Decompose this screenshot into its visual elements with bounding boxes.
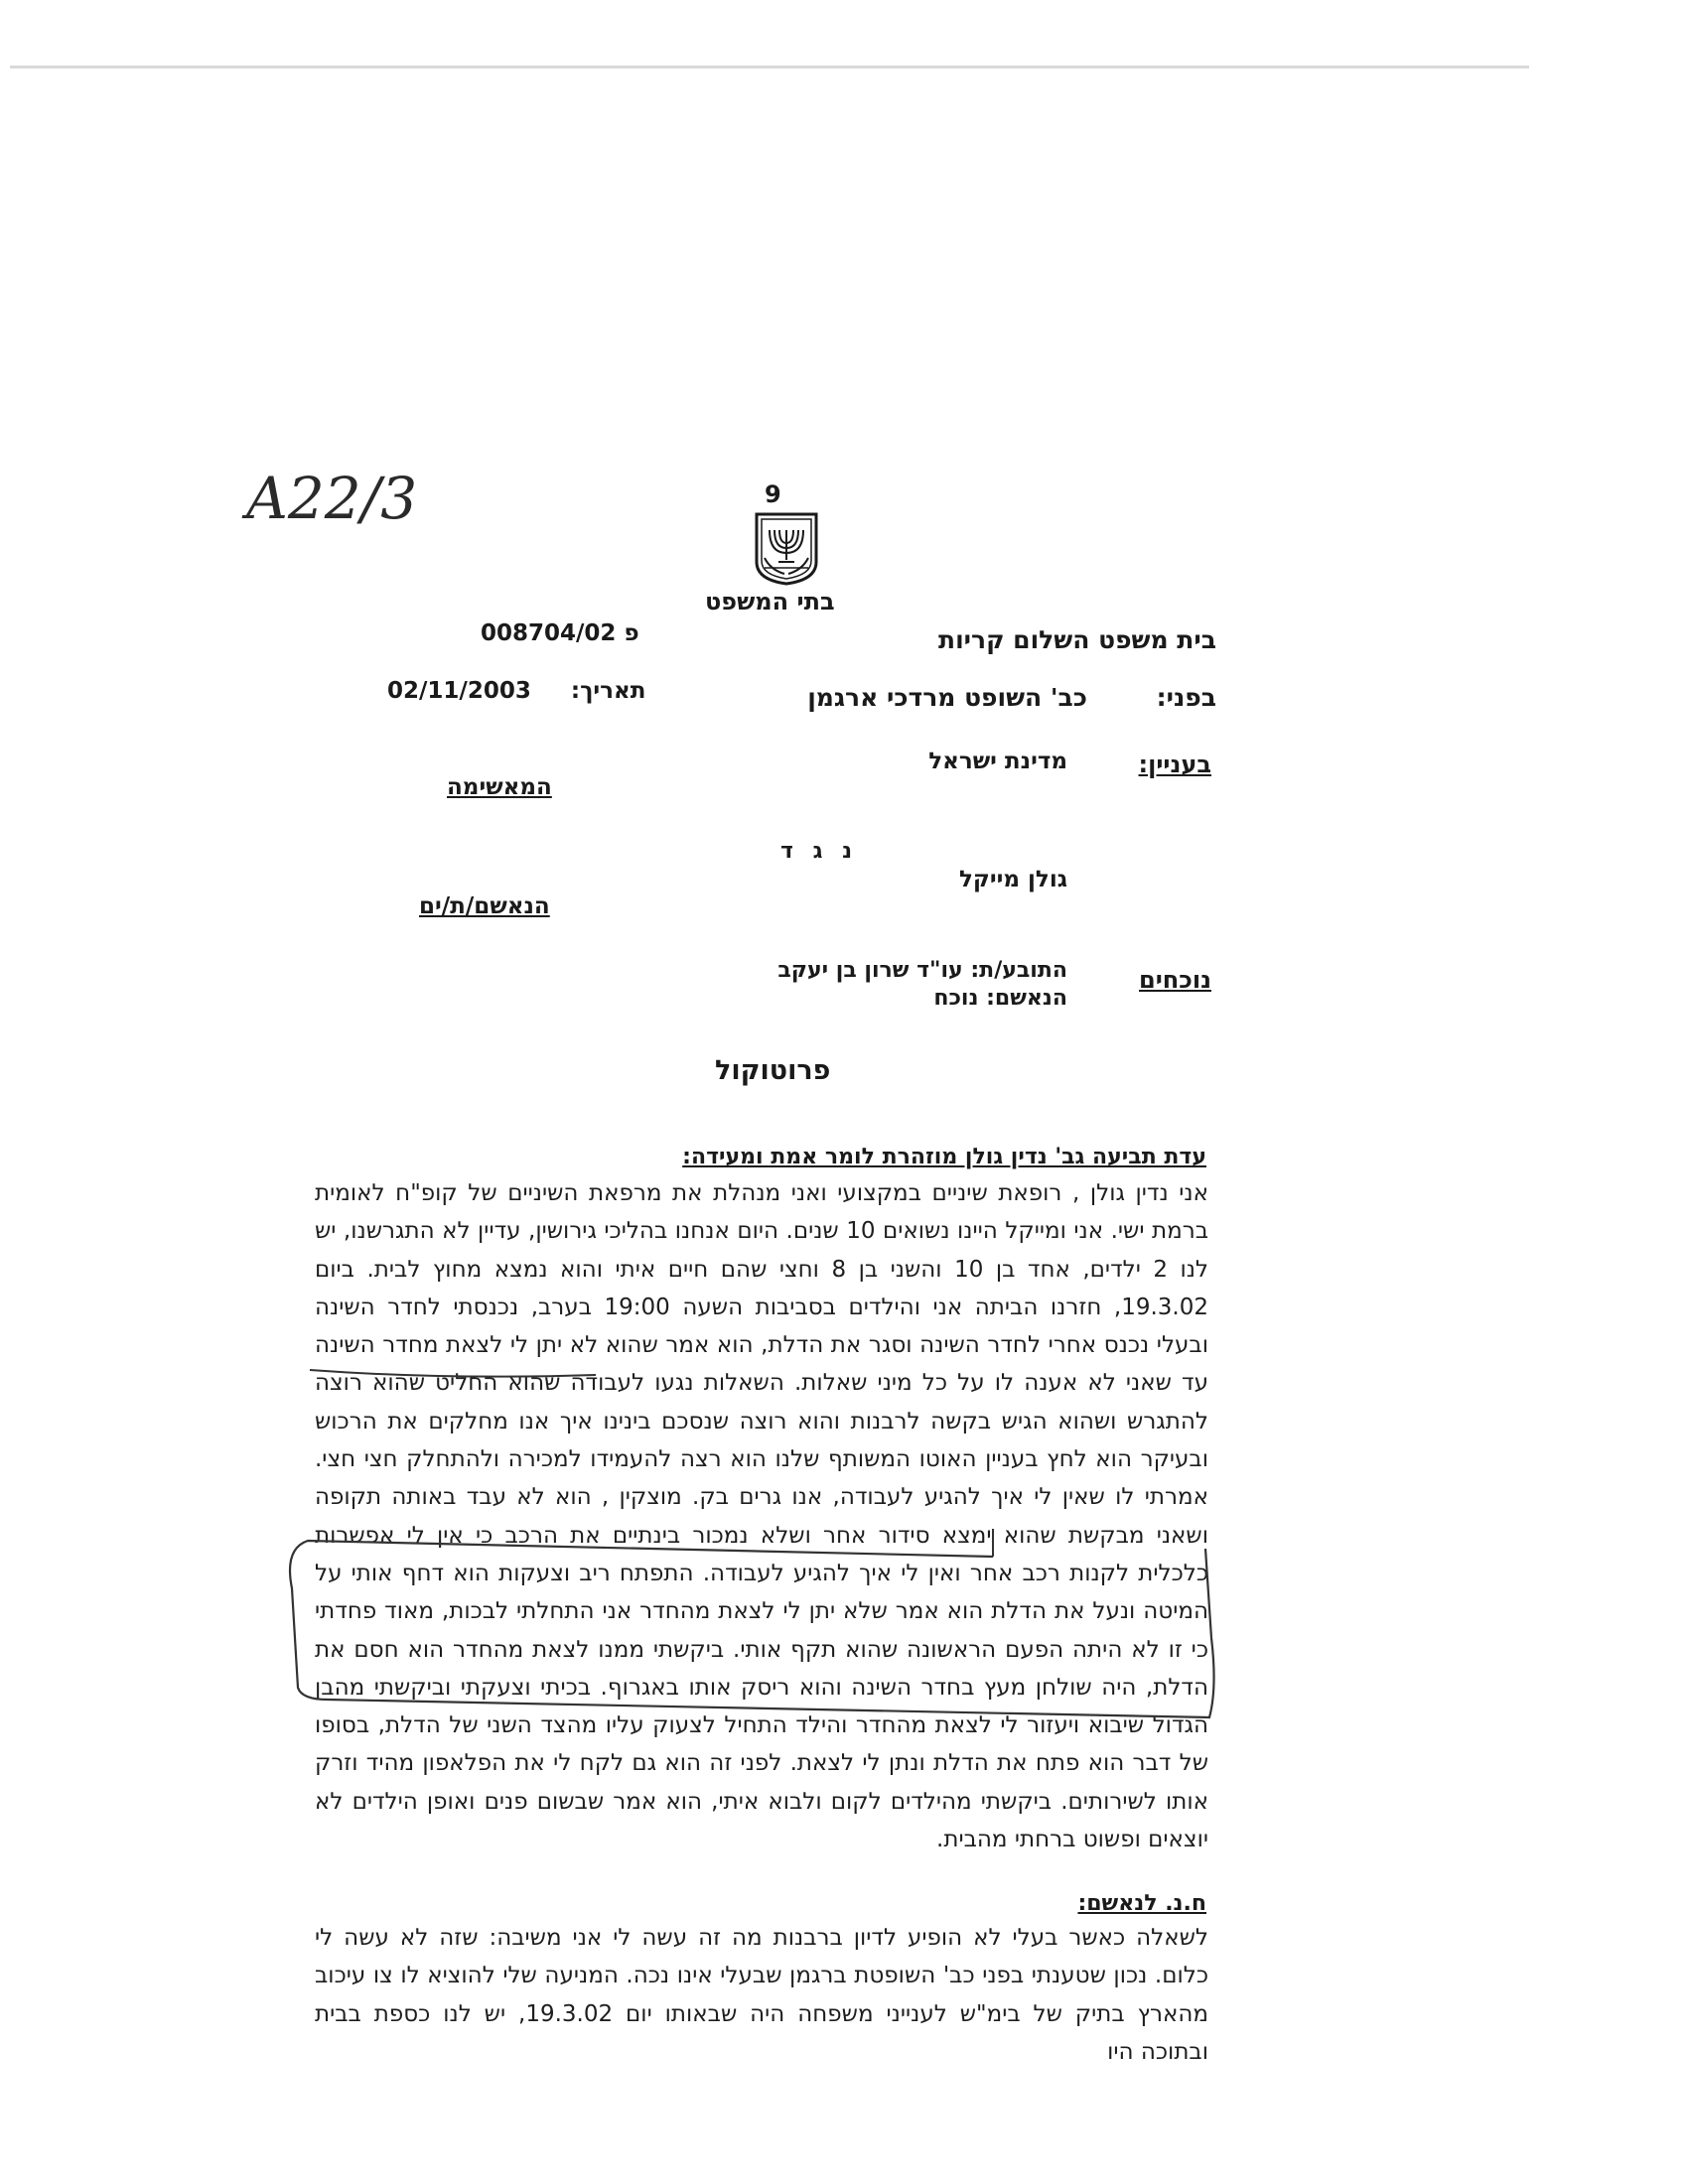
case-number: פ 008704/02 [481,620,639,646]
defendant-role: הנאשם/ת/ים [419,893,550,919]
present-prosecutor: התובע/ת: עו"ד שרון בן יעקב [777,958,1067,983]
testimony-heading: עדת תביעה גב' נדין גולן מוזהרת לומר אמת ומעידה: [682,1145,1206,1169]
cross-examination-heading: ח.נ. לנאשם: [1077,1891,1206,1916]
cross-examination-paragraph: לשאלה כאשר בעלי לא הופיע לדיון ברבנות מה זה עשה לי אני משיבה: שזה לא עשה לי כלום. נכון שטענתי בפני כב' השופטת ברגמן שבעלי אינו נכה. המניעה שלי להוציא לו צו עיכוב מהארץ בתיק של בימ"ש לענייני משפחה היה שבאותו יום 19.3.02, יש לנו כספת בבית ובתוכה היו [315,1925,1209,2065]
document-title: פרוטוקול [715,1055,831,1086]
testimony-paragraph: אני נדין גולן , רופאת שיניים במקצועי ואני מנהלת את מרפאת השיניים של קופ"ח לאומית ברמת ישי. אני ומייקל היינו נשואים 10 שנים. היום אנחנו בהליכי גירושין, עדיין לא התגרשנו, יש לנו 2 ילדים, אחד בן 10 והשני בן 8 וחצי שהם חיים איתי והוא נמצא מחוץ לבית. ביום 19.3.02, חזרנו הביתה אני והילדים בסביבות השעה 19:00 בערב, נכנסתי לחדר השינה ובעלי נכנס אחרי לחדר השינה וסגר את הדלת, הוא אמר שהוא לא יתן לי לצאת מחדר השינה עד שאני לא אענה לו על כל מיני שאלות. השאלות נגעו לעבודה שהוא החליט שהוא רוצה להתגרש ושהוא הגיש בקשה לרבנות והוא רוצה שנסכם בינינו איך אנו מחלקים את הרכוש ובעיקר הוא לחץ בעניין האוטו המשותף שלנו הוא רצה להעמידו למכירה ולהתחלק חצי חצי. אמרתי לו שאין לי איך להגיע לעבודה, אנו גרים בק. מוצקין , הוא לא עבד באותה תקופה ושאני מבקשת שהוא ימצא סידור אחר ושלא נמכור בינתיים את הרכב כי אין לי אפשרות כלכלית לקנות רכב אחר ואין לי איך להגיע לעבודה. התפתח ריב וצעקות הוא דחף אותי על המיטה ונעל את הדלת הוא אמר שלא יתן לי לצאת מהחדר אני התחלתי לבכות, מאוד פחדתי כי זו לא היתה הפעם הראשונה שהוא תקף אותי. ביקשתי ממנו לצאת מהחדר הוא חסם את הדלת, היה שולחן מעץ בחדר השינה והוא ריסק אותו באגרוף. בכיתי וצעקתי וביקשתי מהבן הגדול שיבוא ויעזור לי לצאת מהחדר והילד התחיל לצעוק עליו מהצד השני של הדלת, בסופו של דבר הוא פתח את הדלת ונתן לי לצאת. לפני זה הוא גם לקח לי את הפלאפון מהיד וזרק אותו לשירותים. ביקשתי מהילדים לקום ולבוא איתי, הוא אמר שבשום פנים ואופן הילדים לא יוצאים ופשוט ברחתי מהבית. [315,1180,1209,1853]
menorah-emblem-icon [751,510,822,590]
judge-label: בפני: [1156,683,1216,712]
judge-name: כב' השופט מרדכי ארגמן [807,683,1087,712]
judge-line [807,683,1216,712]
scan-top-edge-line [10,66,1529,68]
plaintiff-label: בעניין: [1138,751,1211,778]
versus-label: נ ג ד [780,839,859,864]
date-label: תאריך: [570,678,646,704]
present-label: נוכחים [1139,966,1211,994]
date-line [387,678,645,704]
date-value: 02/11/2003 [387,678,531,704]
page-number: 9 [765,480,781,508]
courts-header-label: בתי המשפט [705,588,835,615]
defendant-name: גולן מייקל [958,867,1067,892]
handwritten-annotation: A22/3 [246,465,418,532]
present-defendant: הנאשם: נוכח [933,986,1067,1011]
court-name: בית משפט השלום קריות [938,625,1216,654]
plaintiff-name: מדינת ישראל [928,749,1067,774]
plaintiff-role: המאשימה [447,774,552,800]
